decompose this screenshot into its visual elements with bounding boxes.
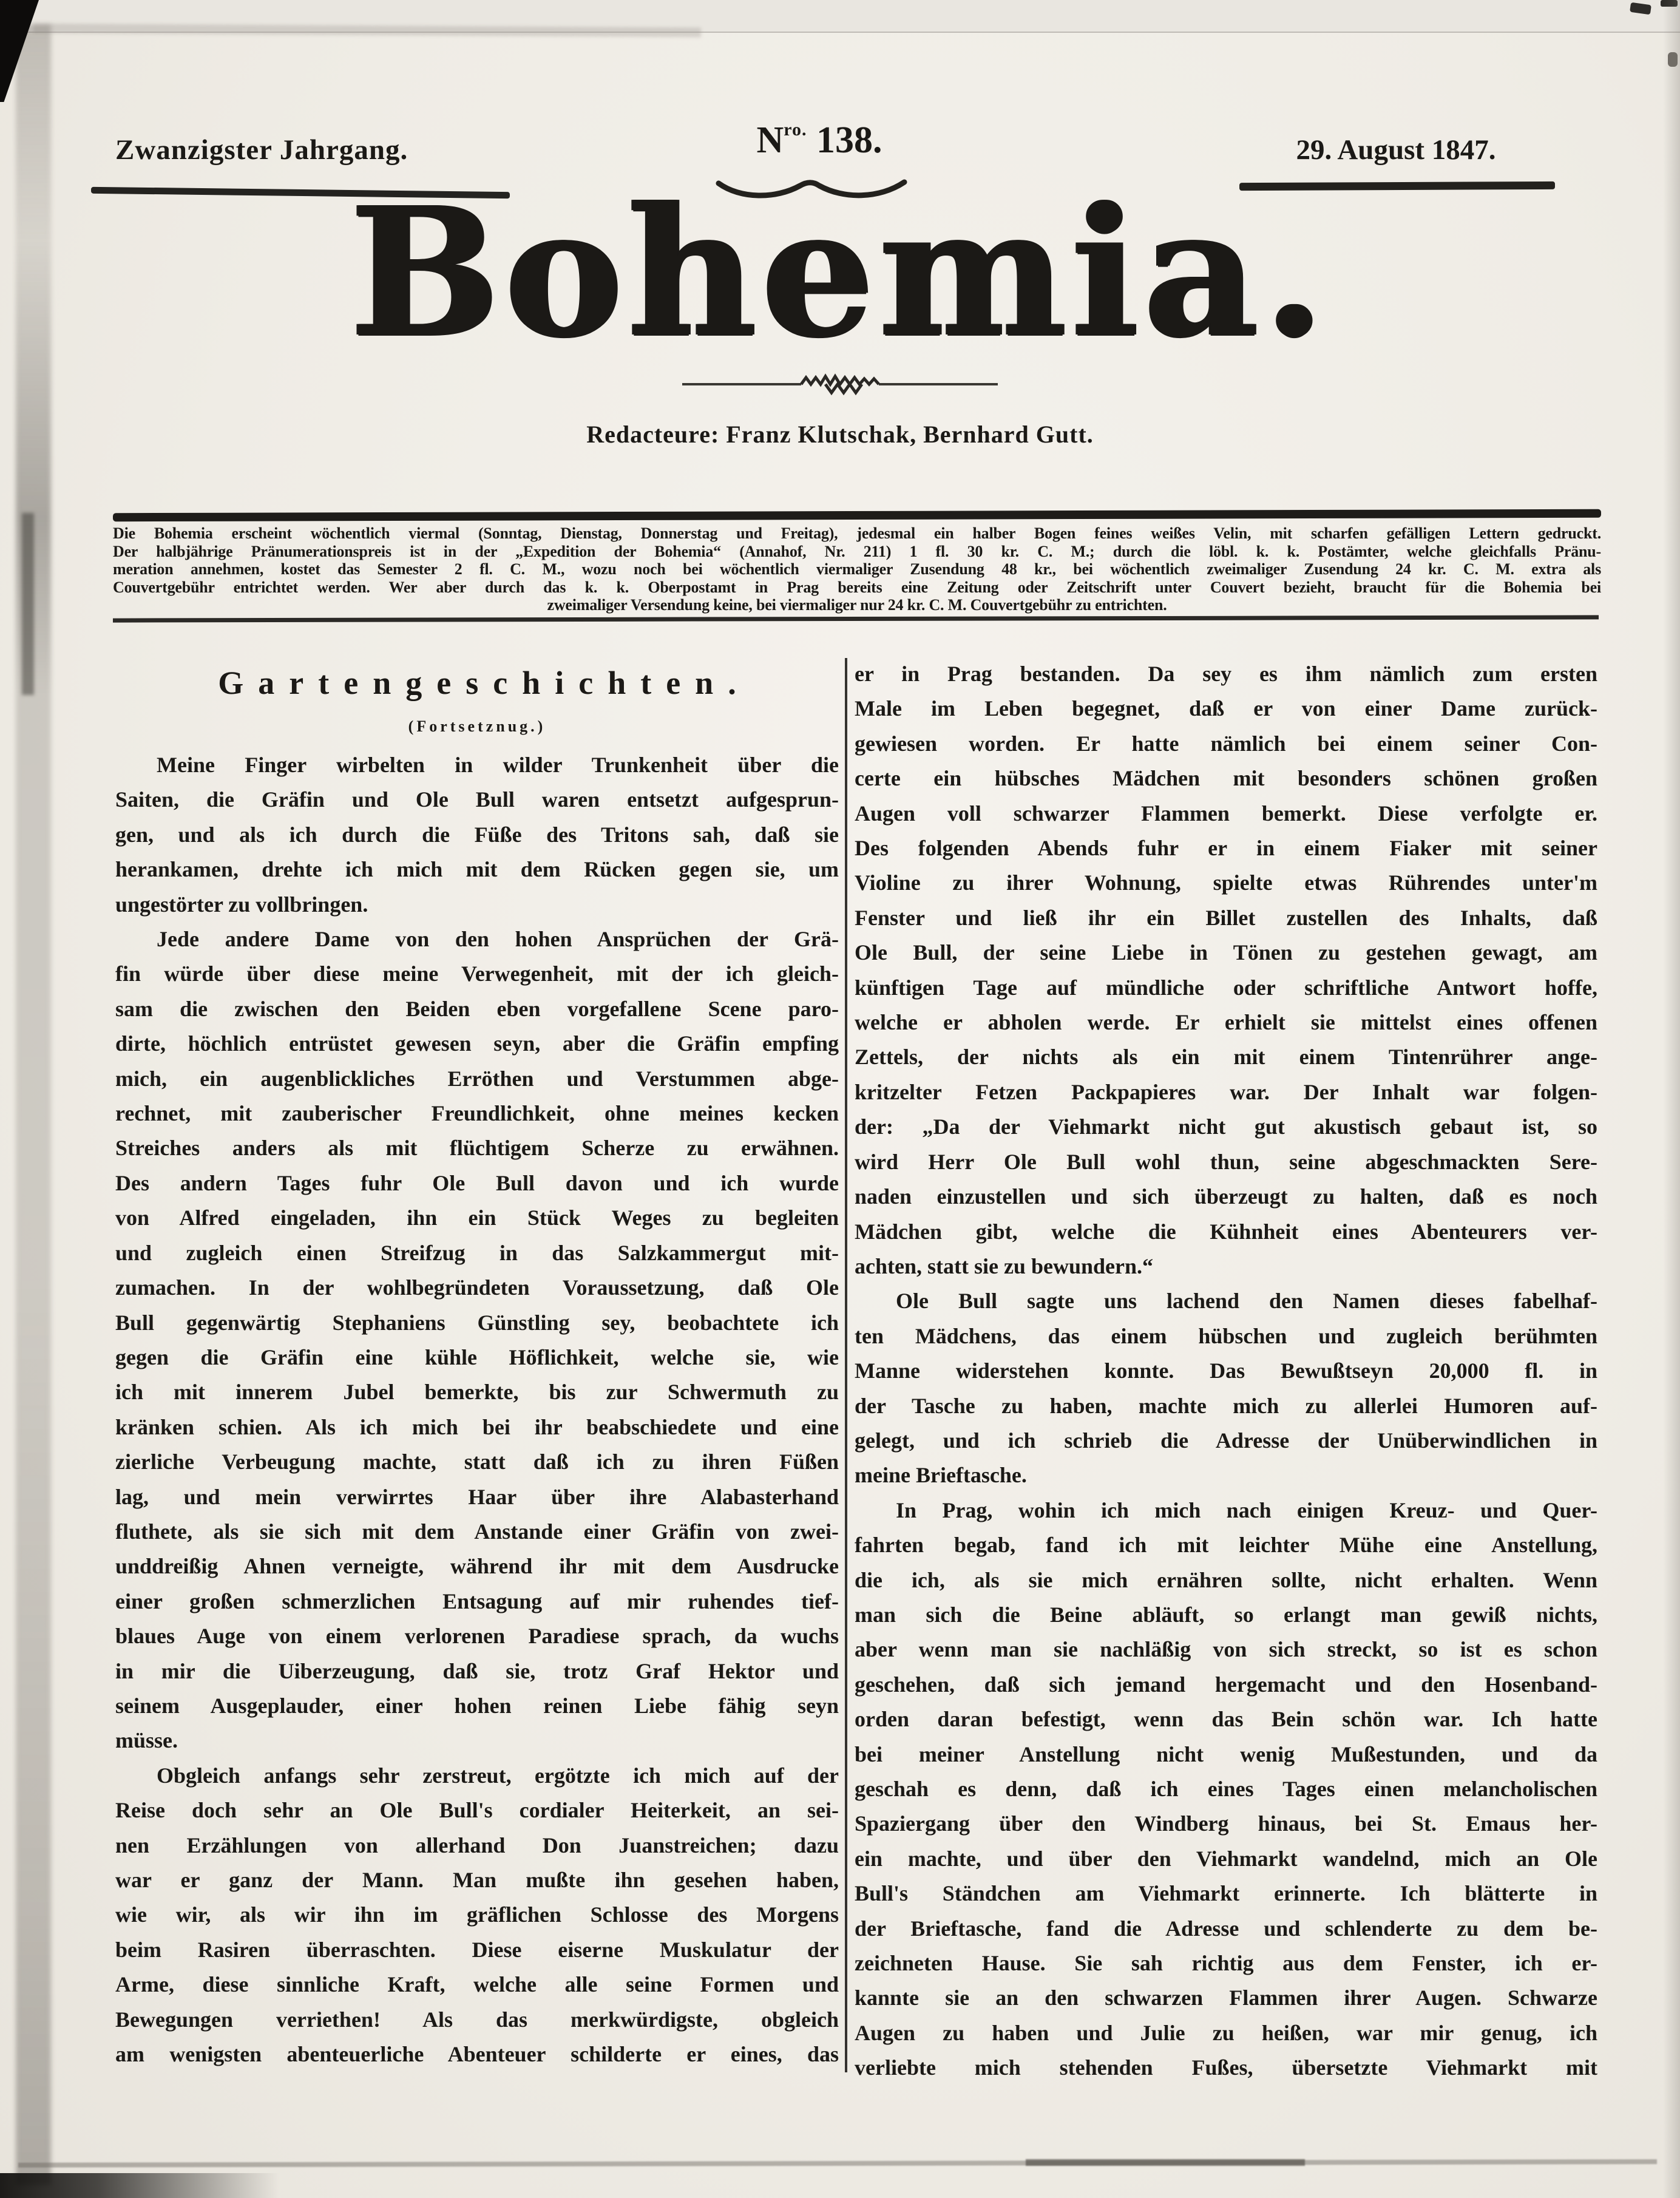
text-line: zumachen. In der wohlbegründeten Voraussetzung, daß Ole — [115, 1275, 839, 1300]
text-line: und zugleich einen Streifzug in das Salzkammergut mit- — [115, 1240, 839, 1265]
article-title: Gartengeschichten. — [218, 665, 751, 701]
text-line: müsse. — [115, 1728, 178, 1753]
column-divider — [845, 658, 847, 2072]
text-line: beim Rasiren überraschten. Diese eiserne Muskulatur der — [115, 1937, 839, 1962]
text-line: wie wir, als wir ihn im gräflichen Schlosse des Morgens — [115, 1902, 839, 1927]
text-line: Zettels, der nichts als ein mit einem Tintenrührer ange- — [855, 1045, 1597, 1070]
text-line: herankamen, drehte ich mich mit dem Rücken gegen sie, um — [115, 857, 839, 882]
scan-artifact-speck — [1630, 2, 1651, 15]
article-subtitle: (Fortsetznug.) — [408, 717, 546, 735]
text-line: aber wenn man sie nachläßig von sich streckt, so ist es schon — [855, 1637, 1597, 1662]
masthead-divider-ornament — [682, 371, 998, 396]
issue-prefix: N — [756, 120, 784, 161]
text-line: Couvertgebühr entrichtet werden. Wer aber durch das k. k. Oberpostamt in Prag bereits eine Zeitung oder Zeitschrift unter Couvert bezieht, braucht für die Bohemia bei — [113, 578, 1601, 596]
text-line: geschah es denn, daß ich eines Tages einen melancholischen — [855, 1777, 1597, 1801]
text-line: ich mit innerem Jubel bemerkte, bis zur Schwermuth zu — [115, 1380, 839, 1405]
text-line: der Brieftasche, fand die Adresse und schlenderte zu dem be- — [855, 1916, 1597, 1941]
text-line: blaues Auge von einem verlorenen Paradiese sprach, da wuchs — [115, 1624, 839, 1649]
text-line: kritzelter Fetzen Packpapieres war. Der Inhalt war folgen- — [855, 1079, 1597, 1104]
text-line: sam die zwischen den Beiden eben vorgefallene Scene paro- — [115, 996, 839, 1021]
masthead-title: Bohemia. — [350, 168, 1330, 376]
text-line: Bull's Ständchen am Viehmarkt erinnerte. Ich blätterte in — [855, 1881, 1597, 1906]
left-column-text — [115, 748, 839, 2072]
text-line: Mädchen gibt, welche die Kühnheit eines Abenteurers ver- — [855, 1219, 1597, 1244]
text-line: lag, und mein verwirrtes Haar über ihre Alabasterhand — [115, 1484, 839, 1509]
text-line: dirte, höchlich entrüstet gewesen seyn, aber die Gräfin empfing — [115, 1031, 839, 1056]
left-column — [115, 664, 839, 2072]
imprint-rule-top — [113, 509, 1601, 521]
text-line: Des folgenden Abends fuhr er in einem Fiaker mit seiner — [855, 836, 1597, 861]
text-line: gewiesen worden. Er hatte nämlich bei einem seiner Con- — [855, 731, 1597, 756]
scan-artifact-speck — [1668, 52, 1678, 67]
right-column-text — [855, 657, 1597, 2086]
text-line: nen Erzählungen von allerhand Don Juanstreichen; dazu — [115, 1833, 839, 1857]
text-line: Fenster und ließ ihr ein Billet zustellen des Inhalts, daß — [855, 905, 1597, 930]
scan-artifact-speck — [1661, 0, 1678, 7]
text-line: Ole Bull, der seine Liebe in Tönen zu gestehen gewagt, am — [855, 940, 1597, 965]
text-line: Streiches anders als mit flüchtigem Scherze zu erwähnen. — [115, 1136, 839, 1161]
text-line: er in Prag bestanden. Da sey es ihm nämlich zum ersten — [855, 662, 1597, 686]
text-line: Bewegungen verriethen! Als das merkwürdigste, obgleich — [115, 2007, 839, 2032]
text-line: In Prag, wohin ich mich nach einigen Kreuz- und Quer- — [896, 1498, 1597, 1522]
text-line: seinem Ausgeplauder, einer hohen reinen Liebe fähig seyn — [115, 1693, 839, 1718]
text-line: bei meiner Anstellung nicht wenig Mußestunden, und da — [855, 1742, 1597, 1766]
text-line: Jede andere Dame von den hohen Ansprüchen der Grä- — [157, 927, 839, 952]
text-line: Ole Bull sagte uns lachend den Namen dieses fabelhaf- — [896, 1289, 1597, 1314]
text-line: Der halbjährige Pränumerationspreis ist in der „Expedition der Bohemia“ (Annahof, Nr. 211) 1 fl. 30 kr. C. M.; durch die löbl. k. k. Postämter, welche gleichfalls Pränu- — [113, 542, 1601, 560]
imprint-block — [113, 524, 1601, 614]
text-line: kannte sie an den schwarzen Flammen ihrer Augen. Schwarze — [855, 1986, 1597, 2010]
text-line: wird Herr Ole Bull wohl thun, seine abgeschmackten Sere- — [855, 1149, 1597, 1174]
text-line: fluthete, als sie sich mit dem Anstande einer Gräfin von zwei- — [115, 1519, 839, 1544]
scan-artifact-corner-bottom-left — [0, 2173, 279, 2198]
text-line: einer großen schmerzlichen Entsagung auf mir ruhendes tief- — [115, 1589, 839, 1613]
text-line: Reise doch sehr an Ole Bull's cordialer Heiterkeit, an sei- — [115, 1798, 839, 1823]
text-line: Augen zu haben und Julie zu heißen, war mir genug, ich — [855, 2020, 1597, 2045]
text-line: verliebte mich stehenden Fußes, übersetzte Viehmarkt mit — [855, 2055, 1597, 2080]
redaction-line: Redacteure: Franz Klutschak, Bernhard Gutt. — [586, 421, 1094, 448]
text-line: kränken schien. Als ich mich bei ihr beabschiedete und eine — [115, 1414, 839, 1439]
text-line: gegen die Gräfin eine kühle Höflichkeit, welche sie, wie — [115, 1345, 839, 1369]
issue-superscript: ro. — [784, 120, 807, 140]
text-line: von Alfred eingeladen, ihn ein Stück Weges zu begleiten — [115, 1206, 839, 1230]
text-line: fin würde über diese meine Verwegenheit, mit der ich gleich- — [115, 962, 839, 986]
text-line: Arme, diese sinnliche Kraft, welche alle seine Formen und — [115, 1972, 839, 1997]
text-line: Augen voll schwarzer Flammen bemerkt. Diese verfolgte er. — [855, 801, 1597, 826]
text-line: der Tasche zu haben, machte mich zu allerlei Humoren auf- — [855, 1393, 1597, 1418]
scan-artifact-gutter-dark — [22, 513, 34, 695]
scan-artifact-top-strip — [0, 0, 1680, 33]
scan-artifact-bottom-line — [18, 2159, 1657, 2168]
scan-artifact-corner-top-left — [0, 0, 39, 102]
text-line: welche er abholen werde. Er erhielt sie mittelst eines offenen — [855, 1010, 1597, 1035]
text-line: zeichneten Hause. Sie sah richtig aus dem Fenster, ich er- — [855, 1951, 1597, 1976]
scan-artifact-bottom-line-dark — [1026, 2159, 1305, 2166]
scan-artifact-page-curl — [33, 24, 701, 38]
text-line: gelegt, und ich schrieb die Adresse der Unüberwindlichen in — [855, 1428, 1597, 1453]
text-line: ungestörter zu vollbringen. — [115, 892, 368, 917]
text-line: rechnet, mit zauberischer Freundlichkeit, ohne meines kecken — [115, 1101, 839, 1126]
text-line: in mir die Uiberzeugung, daß sie, trotz Graf Hektor und — [115, 1658, 839, 1683]
text-line: zweimaliger Versendung keine, bei viermaliger nur 24 kr. C. M. Couvertgebühr zu entrichten. — [547, 596, 1167, 614]
text-line: certe ein hübsches Mädchen mit besonders schönen großen — [855, 766, 1597, 791]
text-line: Obgleich anfangs sehr zerstreut, ergötzte ich mich auf der — [157, 1763, 839, 1788]
text-line: Meine Finger wirbelten in wilder Trunkenheit über die — [157, 753, 839, 777]
text-line: Manne widerstehen konnte. Das Bewußtseyn 20,000 fl. in — [855, 1358, 1597, 1383]
text-line: die ich, als sie mich ernähren sollte, nicht erhalten. Wenn — [855, 1567, 1597, 1592]
volume-label: Zwanzigster Jahrgang. — [115, 134, 408, 166]
text-line: geschehen, daß sich jemand hergemacht und den Hosenband- — [855, 1672, 1597, 1697]
date-label: 29. August 1847. — [1296, 134, 1496, 166]
text-line: achten, statt sie zu bewundern.“ — [855, 1253, 1153, 1278]
text-line: Saiten, die Gräfin und Ole Bull waren entsetzt aufgesprun- — [115, 787, 839, 812]
text-line: fahrten begab, fand ich mit leichter Mühe eine Anstellung, — [855, 1533, 1597, 1558]
text-line: zierliche Verbeugung machte, statt daß ich zu ihren Füßen — [115, 1450, 839, 1474]
text-line: naden einzustellen und sich überzeugt zu halten, daß es noch — [855, 1184, 1597, 1209]
text-line: man sich die Beine abläuft, so erlangt man gewiß nichts, — [855, 1602, 1597, 1627]
text-line: Des andern Tages fuhr Ole Bull davon und ich wurde — [115, 1170, 839, 1195]
issue-number — [698, 119, 941, 162]
text-line: ein machte, und über den Viehmarkt wandelnd, mich an Ole — [855, 1846, 1597, 1871]
issue-value: 138. — [816, 120, 882, 161]
imprint-rule-bottom — [113, 615, 1599, 622]
text-line: gen, und als ich durch die Füße des Tritons sah, daß sie — [115, 822, 839, 847]
text-line: unddreißig Ahnen verneigte, während ihr mit dem Ausdrucke — [115, 1554, 839, 1579]
text-line: am wenigsten abenteuerliche Abenteuer schilderte er eines, das — [115, 2042, 839, 2067]
text-line: meine Brieftasche. — [855, 1463, 1027, 1488]
text-line: der: „Da der Viehmarkt nicht gut akustisch gebaut ist, so — [855, 1114, 1597, 1139]
text-line: mich, ein augenblickliches Erröthen und Verstummen abge- — [115, 1066, 839, 1091]
text-line: Bull gegenwärtig Stephaniens Günstling sey, beobachtete ich — [115, 1310, 839, 1335]
text-line: Violine zu ihrer Wohnung, spielte etwas Rührendes unter'm — [855, 870, 1597, 895]
text-line: orden daran befestigt, wenn das Bein schön war. Ich hatte — [855, 1707, 1597, 1732]
text-line: war er ganz der Mann. Man mußte ihn gesehen haben, — [115, 1868, 839, 1892]
text-line: meration annehmen, kostet das Semester 2 fl. C. M., wozu noch bei wöchentlich viermaliger Zusendung 48 kr., bei wöchentlich zweimaliger Zusendung 24 kr. C. M. extra als — [113, 560, 1601, 578]
right-column — [855, 657, 1597, 2086]
text-line: Die Bohemia erscheint wöchentlich viermal (Sonntag, Dienstag, Donnerstag und Freitag), jedesmal ein halber Bogen feines weißes Velin, mit scharfen gefälligen Lettern gedruckt. — [113, 524, 1601, 542]
text-line: ten Mädchens, das einem hübschen und zugleich berühmten — [855, 1323, 1597, 1348]
text-line: künftigen Tage auf mündliche oder schriftliche Antwort hoffe, — [855, 975, 1597, 1000]
text-line: Male im Leben begegnet, daß er von einer Dame zurück- — [855, 696, 1597, 721]
text-line: Spaziergang über den Windberg hinaus, bei St. Emaus her- — [855, 1811, 1597, 1836]
